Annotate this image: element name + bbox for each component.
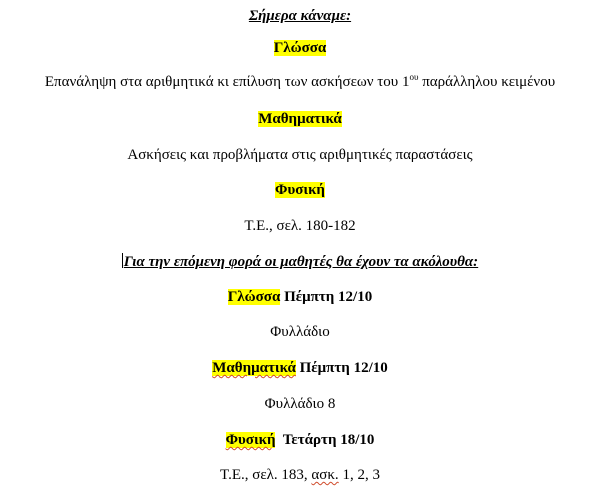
next-physics-text [0,465,600,485]
due-date: Πέμπτη 12/10 [280,289,373,305]
subject-highlight: Γλώσσα [227,289,281,305]
next-subject-language [0,287,600,307]
today-math-text: Ασκήσεις και προβλήματα στις αριθμητικές παραστάσεις [127,147,473,163]
subject-highlight: Γλώσσα [273,40,327,56]
due-date: Τετάρτη 18/10 [275,432,375,448]
subject-highlight: Μαθηματικά [212,360,296,376]
subject-highlight: Φυσική [225,432,276,448]
next-subject-math [0,358,600,378]
today-heading: Σήμερα κάναμε: [248,8,352,24]
subject-highlight: Μαθηματικά [258,111,342,127]
today-subject-physics [0,180,600,200]
next-subject-physics [0,430,600,450]
subject-highlight: Φυσική [275,182,325,198]
next-time-heading-text: Για την επόμενη φορά οι μαθητές θα έχουν τα ακόλουθα: [123,254,479,270]
text-cursor [122,253,123,268]
spellcheck-word: ασκ. [311,467,339,483]
physics-text-part: Τ.Ε., σελ. 183, [220,467,312,483]
today-subject-math [0,109,600,129]
language-text-part: παράλληλου κειμένου [418,74,556,90]
language-text-part: Επανάληψη στα αριθμητικά κι επίλυση των ασκήσεων του 1 [44,74,410,90]
due-date: Πέμπτη 12/10 [295,360,388,376]
next-math-text: Φυλλάδιο 8 [264,396,336,412]
next-language-text: Φυλλάδιο [270,324,330,340]
today-subject-language [0,38,600,58]
today-physics-text: Τ.Ε., σελ. 180-182 [244,218,356,234]
today-language-text [0,72,600,92]
next-time-heading [0,252,600,272]
ordinal-superscript: ου [409,72,419,82]
physics-text-part: 1, 2, 3 [338,467,380,483]
